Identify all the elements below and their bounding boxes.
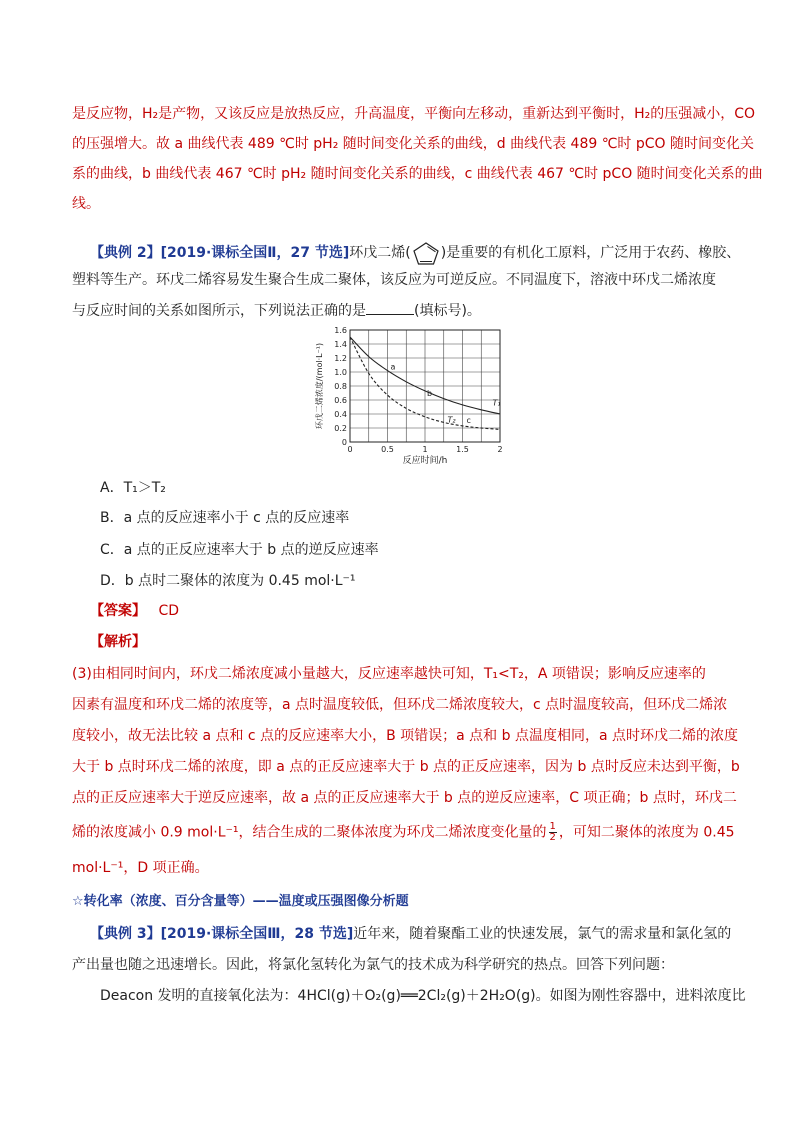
y-tick-label: 1.0 [334, 368, 347, 377]
example3-line3: Deacon 发明的直接氧化法为：4HCl(g)＋O₂(g)══2Cl₂(g)＋2H₂O(g)。如图为刚性容器中，进料浓度比 [100, 988, 746, 1004]
answer-blank [366, 300, 414, 315]
example2-tag: 【典例 2】 [90, 245, 161, 261]
analysis-line6 [72, 822, 735, 843]
fraction-denominator: 2 [549, 832, 556, 843]
example2-line3 [72, 300, 481, 321]
x-tick-label: 2 [497, 445, 503, 454]
x-tick-label: 1.5 [456, 445, 469, 454]
answer-value: CD [158, 603, 180, 619]
analysis-label: 【解析】 [90, 634, 146, 650]
y-tick-label: 0.8 [334, 382, 347, 391]
series-name-label: T₂ [447, 415, 456, 425]
analysis-line6-b: ，可知二聚体的浓度为 0.45 [558, 824, 735, 841]
answer-row [90, 601, 179, 621]
y-axis-label: 环戊二烯浓度/(mol·L⁻¹) [315, 342, 324, 430]
analysis-line5: 点的正反应速率大于逆反应速率，故 a 点的正反应速率大于 b 点的逆反应速率，C 项正确；b 点时，环戊二 [72, 790, 737, 806]
para1-line1: 是反应物，H₂是产物，又该反应是放热反应，升高温度，平衡向左移动，重新达到平衡时，H₂的压强减小，CO [72, 106, 756, 122]
analysis-line6-a: 烯的浓度减小 0.9 mol·L⁻¹，结合生成的二聚体浓度为环戊二烯浓度变化量的 [72, 824, 547, 841]
para1-line2: 的压强增大。故 a 曲线代表 489 ℃时 pH₂ 随时间变化关系的曲线，d 曲线代表 489 ℃时 pCO 随时间变化关 [72, 136, 755, 152]
cyclopentadiene-structure-icon [411, 240, 441, 266]
point-label-a: a [390, 362, 396, 372]
analysis-line3: 度较小，故无法比较 a 点和 c 点的反应速率大小，B 项错误；a 点和 b 点温度相同，a 点时环戊二烯的浓度 [72, 728, 738, 744]
series-name-label: T₁ [492, 398, 501, 408]
example2-text-a: 环戊二烯( [349, 245, 411, 261]
x-tick-label: 1 [422, 445, 428, 454]
concentration-time-chart [310, 322, 510, 472]
example3-source: [2019·课标全国Ⅲ，28 节选] [160, 926, 354, 942]
point-label-c: c [466, 415, 471, 425]
y-tick-label: 0.4 [334, 410, 347, 419]
example3-line2: 产出量也随之迅速增长。因此，将氯化氢转化为氯气的技术成为科学研究的热点。回答下列问题： [72, 957, 674, 973]
option-d: D．b 点时二聚体的浓度为 0.45 mol·L⁻¹ [100, 573, 356, 589]
fraction-numerator: 1 [549, 821, 556, 832]
y-tick-label: 0 [341, 438, 347, 447]
option-c: C．a 点的正反应速率大于 b 点的逆反应速率 [100, 542, 379, 558]
y-tick-label: 0.6 [334, 396, 347, 405]
analysis-line4: 大于 b 点时环戊二烯的浓度，即 a 点的正反应速率大于 b 点的正反应速率，因为 b 点时反应未达到平衡，b [72, 759, 740, 775]
example2-line1 [90, 240, 740, 266]
example2-text-d: (填标号)。 [414, 303, 481, 319]
example3-line1 [90, 924, 731, 944]
x-tick-label: 0.5 [381, 445, 394, 454]
example3-tag: 【典例 3】 [90, 926, 161, 942]
example2-text-b: )是重要的有机化工原料，广泛用于农药、橡胶、 [440, 245, 741, 261]
x-axis-label: 反应时间/h [402, 456, 448, 466]
example2-line2: 塑料等生产。环戊二烯容易发生聚合生成二聚体，该反应为可逆反应。不同温度下，溶液中环戊二烯浓度 [72, 272, 716, 288]
para1-line4: 线。 [72, 196, 100, 212]
analysis-line2: 因素有温度和环戊二烯的浓度等，a 点时温度较低，但环戊二烯浓度较大，c 点时温度较高，但环戊二烯浓 [72, 697, 728, 713]
y-tick-label: 1.2 [334, 354, 347, 363]
example2-source: [2019·课标全国Ⅱ，27 节选] [160, 245, 350, 261]
answer-label: 【答案】 [90, 603, 146, 619]
x-tick-label: 0 [347, 445, 353, 454]
option-a: A．T₁＞T₂ [100, 480, 166, 496]
section-heading: ☆转化率（浓度、百分含量等）——温度或压强图像分析题 [72, 894, 409, 909]
y-tick-label: 1.4 [334, 340, 347, 349]
option-b: B．a 点的反应速率小于 c 点的反应速率 [100, 510, 350, 526]
example3-text-a: 近年来，随着聚酯工业的快速发展，氯气的需求量和氯化氢的 [353, 926, 732, 942]
y-tick-label: 1.6 [334, 326, 347, 335]
point-label-b: b [427, 389, 433, 398]
example2-text-c: 与反应时间的关系如图所示，下列说法正确的是 [72, 303, 366, 319]
analysis-line1: (3)由相同时间内，环戊二烯浓度减小量越大，反应速率越快可知，T₁<T₂，A 项错误；影响反应速率的 [72, 666, 706, 682]
one-half-fraction [549, 822, 557, 843]
y-tick-label: 0.2 [334, 424, 347, 433]
analysis-line7: mol·L⁻¹，D 项正确。 [72, 860, 209, 876]
para1-line3: 系的曲线，b 曲线代表 467 ℃时 pH₂ 随时间变化关系的曲线，c 曲线代表 467 ℃时 pCO 随时间变化关系的曲 [72, 166, 763, 182]
